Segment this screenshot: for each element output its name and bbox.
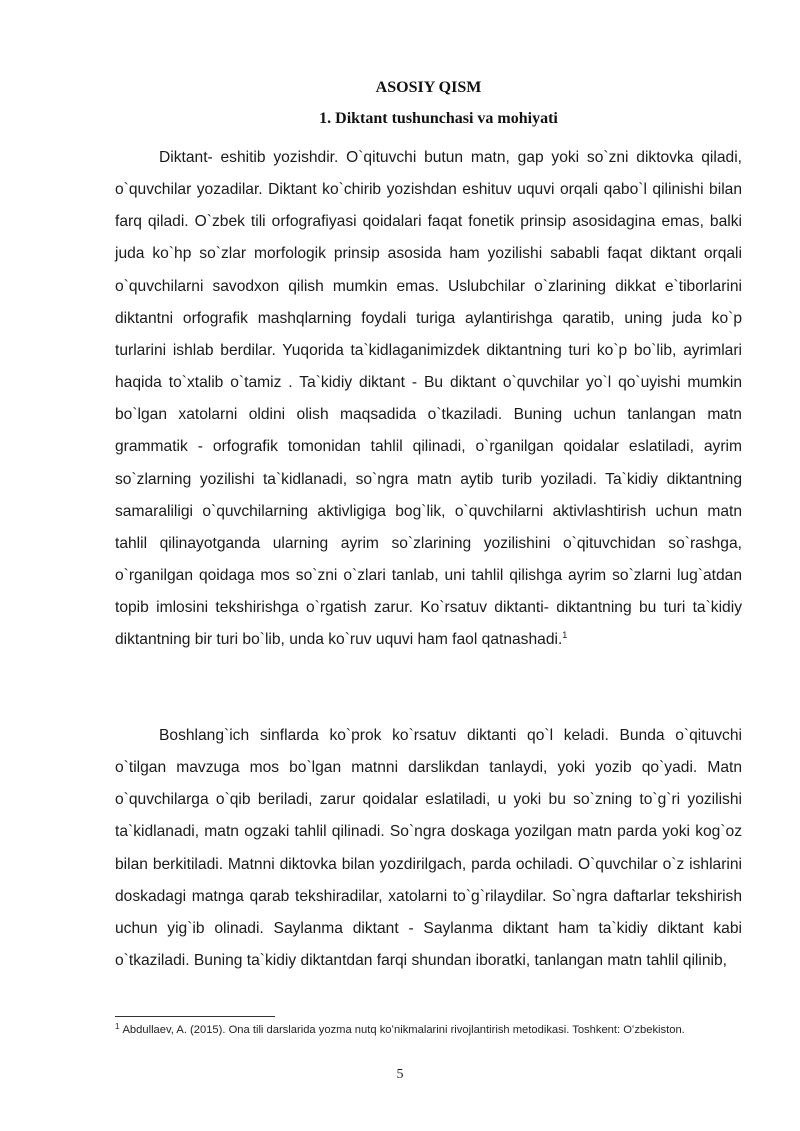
body-text bbox=[115, 142, 742, 977]
paragraph bbox=[115, 142, 742, 720]
paragraph-text: Boshlang`ich sinflarda ko`prok ko`rsatuv diktanti qo`l keladi. Bunda o`qituvchi o`tilgan mavzuga mos bo`lgan matnni darslikdan tanlaydi, yoki yozib qo`yadi. Matn o`quvchilarga o`qib beriladi, zarur qoidalar eslatiladi, u yoki bu so`zning to`g`ri yozilishi ta`kidlanadi, matn ogzaki tahlil qilinadi. So`ngra doskaga yozilgan matn parda yoki kog`oz bilan berkitiladi. Matnni diktovka bilan yozdirilgach, parda ochiladi. O`quvchilar o`z ishlarini doskadagi matnga qarab tekshiradilar, xatolarni to`g`rilaydilar. So`ngra daftarlar tekshirish uchun yig`ib olinadi. Saylanma diktant - Saylanma diktant ham ta`kidiy diktant kabi o`tkaziladi. Buning ta`kidiy diktantdan farqi shundan iboratki, tanlangan matn tahlil qilinib, bbox=[115, 727, 742, 970]
subsection-heading: 1. Diktant tushunchasi va mohiyati bbox=[319, 110, 558, 127]
page-number: 5 bbox=[396, 1067, 404, 1082]
footnote-reference[interactable]: 1 bbox=[562, 630, 568, 641]
paragraph bbox=[115, 720, 742, 977]
footnote-separator bbox=[115, 1016, 275, 1017]
footnote-number: 1 bbox=[115, 1022, 120, 1031]
footnote-text: Abdullaev, A. (2015). Ona tili darslarida yozma nutq koʻnikmalarini rivojlantirish metodikasi. Toshkent: Oʻzbekiston. bbox=[122, 1024, 685, 1036]
section-heading: ASOSIY QISM bbox=[375, 79, 482, 96]
paragraph-text: Diktant- eshitib yozishdir. O`qituvchi butun matn, gap yoki so`zni diktovka qiladi, o`quvchilar yozadilar. Diktant ko`chirib yozishdan eshituv uquvi orqali qabo`l qilinishi bilan farq qiladi. O`zbek tili orfografiyasi qoidalari faqat fonetik prinsip asosidagina emas, balki juda ko`hp so`zlar morfologik prinsip asosida ham yozilishi sababli faqat diktant orqali o`quvchilarni savodxon qilish mumkin emas. Uslubchilar o`zlarining dikkat e`tiborlarini diktantni orfografik mashqlarning foydali turiga aylantirishga qaratib, uning juda ko`p turlarini ishlab berdilar. Yuqorida ta`kidlaganimizdek diktantning turi ko`p bo`lib, ayrimlari haqida to`xtalib o`tamiz . Ta`kidiy diktant - Bu diktant o`quvchilar yo`l qo`uyishi mumkin bo`lgan xatolarni oldini olish maqsadida o`tkaziladi. Buning uchun tanlangan matn grammatik - orfografik tomonidan tahlil qilinadi, o`rganilgan qoidalar eslatiladi, ayrim so`zlarning yozilishi ta`kidlanadi, so`ngra matn aytib turib yoziladi. Ta`kidiy diktantning samaraliligi o`quvchilarning aktivligiga bog`lik, o`quvchilarni aktivlashtirish uchun matn tahlil qilinayotganda ularning ayrim so`zlarining yozilishini o`qituvchidan so`rashga, o`rganilgan qoidaga mos so`zni o`zlari tanlab, uni tahlil qilishga ayrim so`zlarni lug`atdan topib imlosini tekshirishga o`rgatish zarur. Ko`rsatuv diktanti- diktantning bu turi ta`kidiy diktantning bir turi bo`lib, unda ko`ruv uquvi ham faol qatnashadi. bbox=[115, 149, 742, 649]
footnote bbox=[115, 1022, 742, 1039]
